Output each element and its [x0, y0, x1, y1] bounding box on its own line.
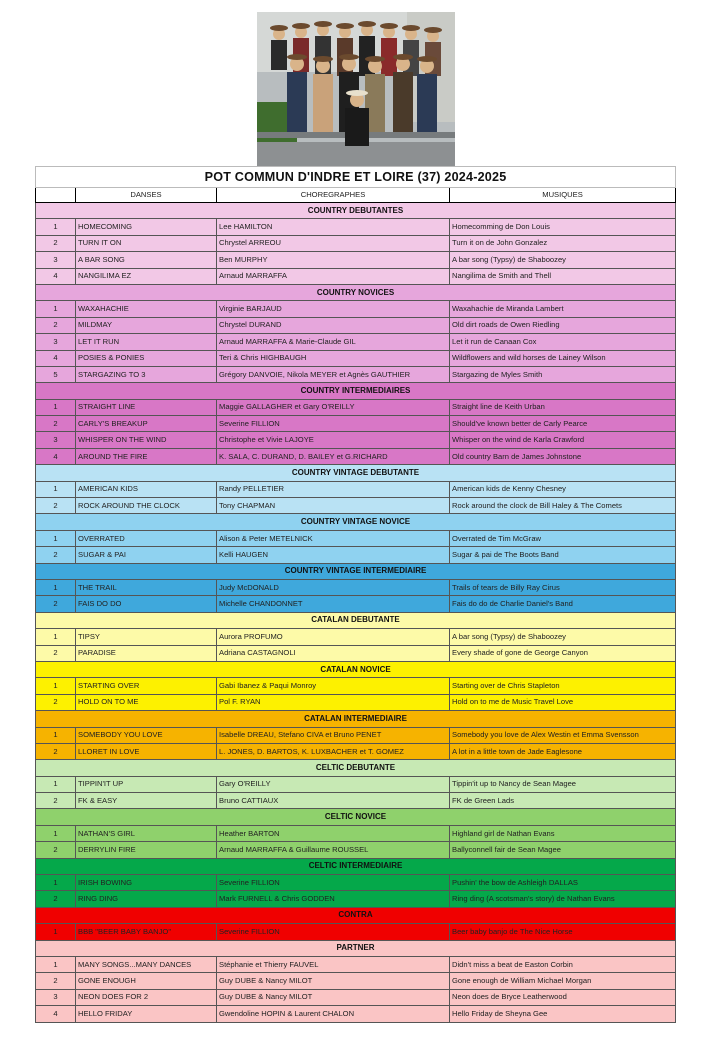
dance-name: STRAIGHT LINE — [76, 399, 217, 415]
table-row — [36, 776, 676, 792]
section-title: COUNTRY VINTAGE DEBUTANTE — [36, 465, 676, 481]
row-number: 2 — [36, 793, 76, 809]
music-title: Sugar & pai de The Boots Band — [450, 547, 676, 563]
section-header — [36, 514, 676, 530]
choreographer: Chrystel DURAND — [217, 317, 450, 333]
section-title: CELTIC INTERMEDIAIRE — [36, 858, 676, 874]
row-number: 2 — [36, 973, 76, 989]
choreographer: Christophe et Vivie LAJOYE — [217, 432, 450, 448]
dance-name: FK & EASY — [76, 793, 217, 809]
choreographer: Michelle CHANDONNET — [217, 596, 450, 612]
table-row — [36, 694, 676, 710]
section-header — [36, 907, 676, 923]
table-row — [36, 432, 676, 448]
choreographer: Grégory DANVOIE, Nikola MEYER et Agnès GAUTHIER — [217, 366, 450, 382]
choreographer: Arnaud MARRAFFA & Marie-Claude GIL — [217, 334, 450, 350]
choreographer: Randy PELLETIER — [217, 481, 450, 497]
music-title: Fais do do de Charlie Daniel's Band — [450, 596, 676, 612]
choreographer: Stéphanie et Thierry FAUVEL — [217, 956, 450, 972]
row-number: 2 — [36, 694, 76, 710]
dance-name: WAXAHACHIE — [76, 301, 217, 317]
dance-name: IRISH BOWING — [76, 875, 217, 891]
section-title: CATALAN DEBUTANTE — [36, 612, 676, 628]
dance-name: HOLD ON TO ME — [76, 694, 217, 710]
row-number: 2 — [36, 645, 76, 661]
table-row — [36, 498, 676, 514]
table-row — [36, 399, 676, 415]
choreographer: Tony CHAPMAN — [217, 498, 450, 514]
row-number: 1 — [36, 776, 76, 792]
group-photo — [257, 12, 455, 166]
dance-name: STARTING OVER — [76, 678, 217, 694]
row-number: 2 — [36, 596, 76, 612]
row-number: 1 — [36, 399, 76, 415]
choreographer: Arnaud MARRAFFA — [217, 268, 450, 284]
music-title: A lot in a little town de Jade Eaglesone — [450, 743, 676, 759]
choreographer: Severine FILLION — [217, 924, 450, 940]
music-title: Ballyconnell fair de Sean Magee — [450, 842, 676, 858]
table-row — [36, 973, 676, 989]
dance-name: ROCK AROUND THE CLOCK — [76, 498, 217, 514]
dance-name: CARLY'S BREAKUP — [76, 416, 217, 432]
section-header — [36, 711, 676, 727]
page-title: POT COMMUN D'INDRE ET LOIRE (37) 2024-2025 — [36, 167, 676, 188]
music-title: Whisper on the wind de Karla Crawford — [450, 432, 676, 448]
music-title: FK de Green Lads — [450, 793, 676, 809]
section-title: CELTIC DEBUTANTE — [36, 760, 676, 776]
music-title: Somebody you love de Alex Westin et Emma Svensson — [450, 727, 676, 743]
table-row — [36, 579, 676, 595]
music-title: Pushin' the bow de Ashleigh DALLAS — [450, 875, 676, 891]
dance-name: STARGAZING TO 3 — [76, 366, 217, 382]
row-number: 1 — [36, 219, 76, 235]
row-number: 2 — [36, 842, 76, 858]
row-number: 1 — [36, 875, 76, 891]
music-title: A bar song (Typsy) de Shaboozey — [450, 629, 676, 645]
section-header — [36, 563, 676, 579]
choreographer: Guy DUBE & Nancy MILOT — [217, 973, 450, 989]
table-row — [36, 350, 676, 366]
section-title: CATALAN INTERMEDIAIRE — [36, 711, 676, 727]
row-number: 5 — [36, 366, 76, 382]
row-number: 1 — [36, 678, 76, 694]
music-title: Tippin'it up to Nancy de Sean Magee — [450, 776, 676, 792]
choreographer: Isabelle DREAU, Stefano CIVA et Bruno PENET — [217, 727, 450, 743]
table-row — [36, 743, 676, 759]
choreographer: Pol F. RYAN — [217, 694, 450, 710]
table-row — [36, 989, 676, 1005]
row-number: 3 — [36, 252, 76, 268]
table-row — [36, 875, 676, 891]
row-number: 3 — [36, 334, 76, 350]
dance-name: BBB "BEER BABY BANJO" — [76, 924, 217, 940]
section-title: COUNTRY NOVICES — [36, 284, 676, 300]
table-row — [36, 793, 676, 809]
music-title: Overrated de Tim McGraw — [450, 530, 676, 546]
dance-name: FAIS DO DO — [76, 596, 217, 612]
music-title: Gone enough de William Michael Morgan — [450, 973, 676, 989]
row-number: 2 — [36, 317, 76, 333]
dance-name: TIPSY — [76, 629, 217, 645]
choreographer: Alison & Peter METELNICK — [217, 530, 450, 546]
row-number: 2 — [36, 547, 76, 563]
row-number: 2 — [36, 891, 76, 907]
music-title: Homecomming de Don Louis — [450, 219, 676, 235]
dance-name: NANGILIMA EZ — [76, 268, 217, 284]
row-number: 4 — [36, 350, 76, 366]
music-title: Hello Friday de Sheyna Gee — [450, 1006, 676, 1022]
row-number: 3 — [36, 432, 76, 448]
dance-name: LLORET IN LOVE — [76, 743, 217, 759]
dance-name: MILDMAY — [76, 317, 217, 333]
dance-name: LET IT RUN — [76, 334, 217, 350]
header-choregraphes: CHOREGRAPHES — [217, 188, 450, 203]
choreographer: Lee HAMILTON — [217, 219, 450, 235]
section-title: CELTIC NOVICE — [36, 809, 676, 825]
header-musiques: MUSIQUES — [450, 188, 676, 203]
row-number: 1 — [36, 481, 76, 497]
table-row — [36, 891, 676, 907]
dance-name: AROUND THE FIRE — [76, 448, 217, 464]
table-row — [36, 596, 676, 612]
row-number: 1 — [36, 301, 76, 317]
music-title: Rock around the clock de Bill Haley & The Comets — [450, 498, 676, 514]
row-number: 4 — [36, 268, 76, 284]
table-row — [36, 481, 676, 497]
music-title: Highland girl de Nathan Evans — [450, 825, 676, 841]
choreographer: Gary O'REILLY — [217, 776, 450, 792]
table-row — [36, 235, 676, 251]
dance-name: RING DING — [76, 891, 217, 907]
table-row — [36, 629, 676, 645]
section-title: COUNTRY VINTAGE INTERMEDIAIRE — [36, 563, 676, 579]
section-header — [36, 760, 676, 776]
table-row — [36, 334, 676, 350]
section-header — [36, 383, 676, 399]
dance-name: HOMECOMING — [76, 219, 217, 235]
choreographer: Arnaud MARRAFFA & Guillaume ROUSSEL — [217, 842, 450, 858]
row-number: 2 — [36, 235, 76, 251]
music-title: Waxahachie de Miranda Lambert — [450, 301, 676, 317]
row-number: 2 — [36, 416, 76, 432]
section-header — [36, 940, 676, 956]
choreographer: Gwendoline HOPIN & Laurent CHALON — [217, 1006, 450, 1022]
dance-name: PARADISE — [76, 645, 217, 661]
music-title: Trails of tears de Billy Ray Cirus — [450, 579, 676, 595]
dance-name: AMERICAN KIDS — [76, 481, 217, 497]
choreographer: Judy McDONALD — [217, 579, 450, 595]
section-title: COUNTRY DEBUTANTES — [36, 203, 676, 219]
music-title: Stargazing de Myles Smith — [450, 366, 676, 382]
choreographer: Severine FILLION — [217, 416, 450, 432]
dance-name: WHISPER ON THE WIND — [76, 432, 217, 448]
table-row — [36, 301, 676, 317]
choreographer: Adriana CASTAGNOLI — [217, 645, 450, 661]
dance-name: POSIES & PONIES — [76, 350, 217, 366]
title-row — [36, 167, 676, 188]
music-title: Old country Barn de James Johnstone — [450, 448, 676, 464]
choreographer: L. JONES, D. BARTOS, K. LUXBACHER et T. GOMEZ — [217, 743, 450, 759]
section-header — [36, 465, 676, 481]
dance-name: GONE ENOUGH — [76, 973, 217, 989]
music-title: Turn it on de John Gonzalez — [450, 235, 676, 251]
dance-name: DERRYLIN FIRE — [76, 842, 217, 858]
table-row — [36, 268, 676, 284]
dance-list-sheet — [35, 166, 675, 1023]
table-row — [36, 678, 676, 694]
music-title: Starting over de Chris Stapleton — [450, 678, 676, 694]
choreographer: K. SALA, C. DURAND, D. BAILEY et G.RICHARD — [217, 448, 450, 464]
music-title: Didn't miss a beat de Easton Corbin — [450, 956, 676, 972]
choreographer: Maggie GALLAGHER et Gary O'REILLY — [217, 399, 450, 415]
music-title: American kids de Kenny Chesney — [450, 481, 676, 497]
table-row — [36, 530, 676, 546]
row-number: 1 — [36, 956, 76, 972]
section-header — [36, 203, 676, 219]
table-row — [36, 956, 676, 972]
dance-name: HELLO FRIDAY — [76, 1006, 217, 1022]
dance-name: SOMEBODY YOU LOVE — [76, 727, 217, 743]
choreographer: Bruno CATTIAUX — [217, 793, 450, 809]
choreographer: Kelli HAUGEN — [217, 547, 450, 563]
table-row — [36, 448, 676, 464]
dance-name: OVERRATED — [76, 530, 217, 546]
dance-name: NEON DOES FOR 2 — [76, 989, 217, 1005]
table-row — [36, 825, 676, 841]
row-number: 1 — [36, 825, 76, 841]
music-title: Neon does de Bryce Leatherwood — [450, 989, 676, 1005]
music-title: Ring ding (A scotsman's story) de Nathan Evans — [450, 891, 676, 907]
dance-table — [35, 166, 676, 1023]
music-title: Old dirt roads de Owen Riedling — [450, 317, 676, 333]
table-row — [36, 317, 676, 333]
section-title: CATALAN NOVICE — [36, 661, 676, 677]
section-header — [36, 858, 676, 874]
section-header — [36, 661, 676, 677]
choreographer: Gabi Ibanez & Paqui Monroy — [217, 678, 450, 694]
music-title: Let it run de Canaan Cox — [450, 334, 676, 350]
row-number: 2 — [36, 498, 76, 514]
row-number: 3 — [36, 989, 76, 1005]
choreographer: Mark FURNELL & Chris GODDEN — [217, 891, 450, 907]
choreographer: Guy DUBE & Nancy MILOT — [217, 989, 450, 1005]
section-title: CONTRA — [36, 907, 676, 923]
table-row — [36, 924, 676, 940]
table-row — [36, 1006, 676, 1022]
table-row — [36, 252, 676, 268]
dance-name: TIPPIN'IT UP — [76, 776, 217, 792]
table-row — [36, 547, 676, 563]
choreographer: Virginie BARJAUD — [217, 301, 450, 317]
music-title: Wildflowers and wild horses de Lainey Wilson — [450, 350, 676, 366]
header-num — [36, 188, 76, 203]
row-number: 2 — [36, 743, 76, 759]
table-row — [36, 416, 676, 432]
table-row — [36, 842, 676, 858]
dance-name: NATHAN'S GIRL — [76, 825, 217, 841]
choreographer: Chrystel ARREOU — [217, 235, 450, 251]
header-danses: DANSES — [76, 188, 217, 203]
dance-name: THE TRAIL — [76, 579, 217, 595]
row-number: 1 — [36, 629, 76, 645]
choreographer: Severine FILLION — [217, 875, 450, 891]
choreographer: Teri & Chris HIGHBAUGH — [217, 350, 450, 366]
music-title: Nangilima de Smith and Thell — [450, 268, 676, 284]
row-number: 1 — [36, 727, 76, 743]
choreographer: Ben MURPHY — [217, 252, 450, 268]
header-row — [36, 188, 676, 203]
section-header — [36, 612, 676, 628]
choreographer: Heather BARTON — [217, 825, 450, 841]
section-title: COUNTRY VINTAGE NOVICE — [36, 514, 676, 530]
section-title: COUNTRY INTERMEDIAIRES — [36, 383, 676, 399]
dance-name: A BAR SONG — [76, 252, 217, 268]
music-title: Straight line de Keith Urban — [450, 399, 676, 415]
row-number: 1 — [36, 530, 76, 546]
dance-name: MANY SONGS...MANY DANCES — [76, 956, 217, 972]
music-title: A bar song (Typsy) de Shaboozey — [450, 252, 676, 268]
music-title: Every shade of gone de George Canyon — [450, 645, 676, 661]
section-title: PARTNER — [36, 940, 676, 956]
row-number: 4 — [36, 448, 76, 464]
row-number: 1 — [36, 924, 76, 940]
choreographer: Aurora PROFUMO — [217, 629, 450, 645]
table-row — [36, 219, 676, 235]
music-title: Hold on to me de Music Travel Love — [450, 694, 676, 710]
table-row — [36, 727, 676, 743]
music-title: Beer baby banjo de The Nice Horse — [450, 924, 676, 940]
music-title: Should've known better de Carly Pearce — [450, 416, 676, 432]
row-number: 1 — [36, 579, 76, 595]
section-header — [36, 809, 676, 825]
row-number: 4 — [36, 1006, 76, 1022]
table-row — [36, 366, 676, 382]
section-header — [36, 284, 676, 300]
dance-name: SUGAR & PAI — [76, 547, 217, 563]
table-row — [36, 645, 676, 661]
dance-name: TURN IT ON — [76, 235, 217, 251]
